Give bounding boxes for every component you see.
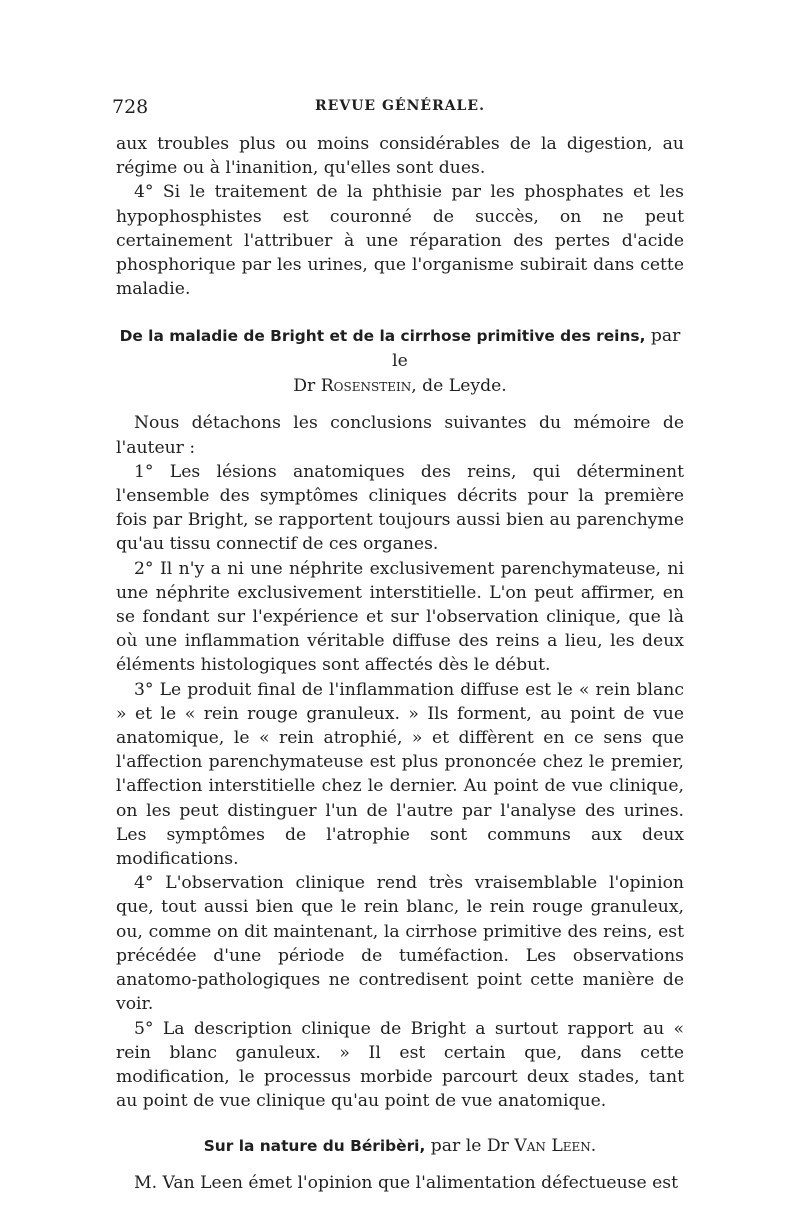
section-title-bright-par: par le <box>392 326 681 372</box>
page-number: 728 <box>112 96 149 118</box>
section-title-bright <box>116 324 684 399</box>
author-name-van-leen: Van Leen. <box>514 1136 597 1157</box>
author-place-rosenstein: de Leyde. <box>422 376 507 397</box>
author-prefix-rosenstein: Dr <box>293 376 316 397</box>
section-title-beriberi-par: par le <box>430 1136 482 1157</box>
conclusion-5: 5° La description clinique de Bright a surtout rapport au « rein blanc ganuleux. » Il est certain que, dans cette modification, le processus morbide parcourt deux stades, tant au point de vue clinique qu'au point de vue anatomique. <box>116 1018 684 1112</box>
book-page <box>112 96 684 1196</box>
journal-title: REVUE GÉNÉRALE. <box>315 98 485 114</box>
section-title-beriberi <box>116 1134 684 1159</box>
running-head <box>112 96 684 122</box>
section-title-bright-text: De la maladie de Bright et de la cirrhose primitive des reins, <box>119 327 646 346</box>
conclusion-1: 1° Les lésions anatomiques des reins, qui déterminent l'ensemble des symptômes cliniques décrits pour la première fois par Bright, se rapportent toujours aussi bien au parenchyme qu'au tissu connectif de ces organes. <box>116 461 684 555</box>
author-prefix-van-leen: Dr <box>486 1136 509 1157</box>
intro-point-4: 4° Si le traitement de la phthisie par les phosphates et les hypophosphistes est couronné de succès, on ne peut certainement l'attribuer à une réparation des pertes d'acide phosphorique par les urines, que l'organisme subirait dans cette maladie. <box>116 182 684 300</box>
conclusion-4: 4° L'observation clinique rend très vraisemblable l'opinion que, tout aussi bien que le rein blanc, le rein rouge granuleux, ou, comme on dit maintenant, la cirrhose primitive des reins, est précédée d'une période de tuméfaction. Les observations anatomo-pathologiques ne contredisent point cette manière de voir. <box>116 873 684 1015</box>
author-name-rosenstein: Rosenstein, <box>320 376 417 397</box>
conclusion-2: 2° Il n'y a ni une néphrite exclusivement parenchymateuse, ni une néphrite exclusivement interstitielle. L'on peut affirmer, en se fondant sur l'expérience et sur l'observation clinique, que là où une inflammation véritable diffuse des reins a lieu, les deux éléments histologiques sont affectés dès le début. <box>116 558 684 676</box>
section-bright-lead: Nous détachons les conclusions suivantes du mémoire de l'auteur : <box>116 413 684 458</box>
intro-continuation: aux troubles plus ou moins considérables de la digestion, au régime ou à l'inanition, qu'elles sont dues. <box>116 134 684 179</box>
section-beriberi-lead: M. Van Leen émet l'opinion que l'alimentation défectueuse est <box>134 1173 679 1194</box>
conclusion-3: 3° Le produit final de l'inflammation diffuse est le « rein blanc » et le « rein rouge granuleux. » Ils forment, au point de vue anatomique, le « rein atrophié, » et diffèrent en ce sens que l'affection parenchymateuse est plus prononcée chez le premier, l'affection interstitielle chez le dernier. Au point de vue clinique, on les peut distinguer l'un de l'autre par l'analyse des urines. Les symptômes de l'atrophie sont communs aux deux modifications. <box>116 679 684 870</box>
section-title-beriberi-text: Sur la nature du Béribèri, <box>203 1137 426 1156</box>
